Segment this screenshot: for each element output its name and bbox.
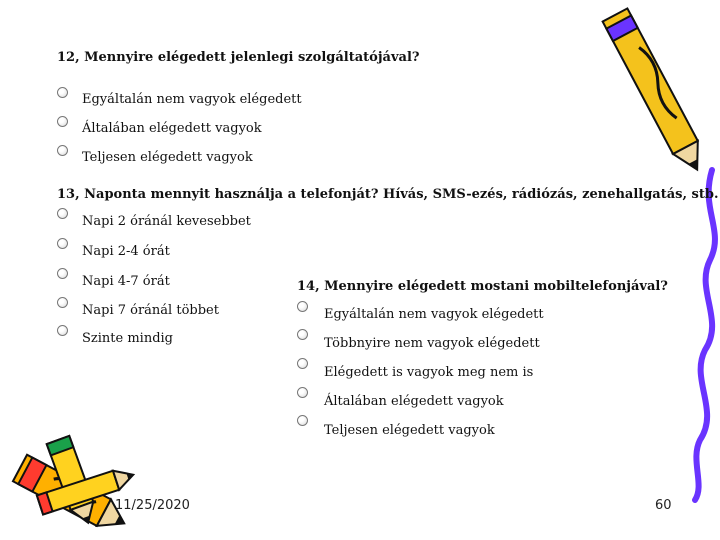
q14-option-4-label: Általában elégedett vagyok: [324, 394, 504, 409]
radio-q13-option-5[interactable]: [57, 325, 68, 336]
radio-q13-option-1[interactable]: [57, 208, 68, 219]
q13-option-2-label: Napi 2-4 órát: [82, 244, 170, 259]
q13-option-5-label: Szinte mindig: [82, 331, 173, 346]
footer-date: 11/25/2020: [115, 498, 190, 513]
radio-q13-option-3[interactable]: [57, 268, 68, 279]
q13-option-4-label: Napi 7 óránál többet: [82, 303, 219, 318]
radio-q14-option-5[interactable]: [297, 415, 308, 426]
radio-q14-option-4[interactable]: [297, 387, 308, 398]
q14-option-2-label: Többnyire nem vagyok elégedett: [324, 336, 540, 351]
question-13-title: 13, Naponta mennyit használja a telefonját? Hívás, SMS-ezés, rádiózás, zenehallgatás, stb.: [57, 187, 719, 202]
radio-q14-option-3[interactable]: [297, 358, 308, 369]
radio-q13-option-2[interactable]: [57, 238, 68, 249]
question-12-title: 12, Mennyire elégedett jelenlegi szolgáltatójával?: [57, 50, 420, 65]
q13-option-3-label: Napi 4-7 órát: [82, 274, 170, 289]
q12-option-2-label: Általában elégedett vagyok: [82, 121, 262, 136]
q14-option-3-label: Elégedett is vagyok meg nem is: [324, 365, 534, 380]
radio-q14-option-2[interactable]: [297, 329, 308, 340]
q14-option-1-label: Egyáltalán nem vagyok elégedett: [324, 307, 544, 322]
radio-q12-option-2[interactable]: [57, 116, 68, 127]
radio-q14-option-1[interactable]: [297, 301, 308, 312]
footer-page-number: 60: [655, 498, 672, 513]
question-14-title: 14, Mennyire elégedett mostani mobiltelefonjával?: [297, 279, 668, 294]
radio-q12-option-1[interactable]: [57, 87, 68, 98]
q14-option-5-label: Teljesen elégedett vagyok: [324, 423, 495, 438]
radio-q13-option-4[interactable]: [57, 297, 68, 308]
q12-option-3-label: Teljesen elégedett vagyok: [82, 150, 253, 165]
radio-q12-option-3[interactable]: [57, 145, 68, 156]
q12-option-1-label: Egyáltalán nem vagyok elégedett: [82, 92, 302, 107]
q13-option-1-label: Napi 2 óránál kevesebbet: [82, 214, 251, 229]
